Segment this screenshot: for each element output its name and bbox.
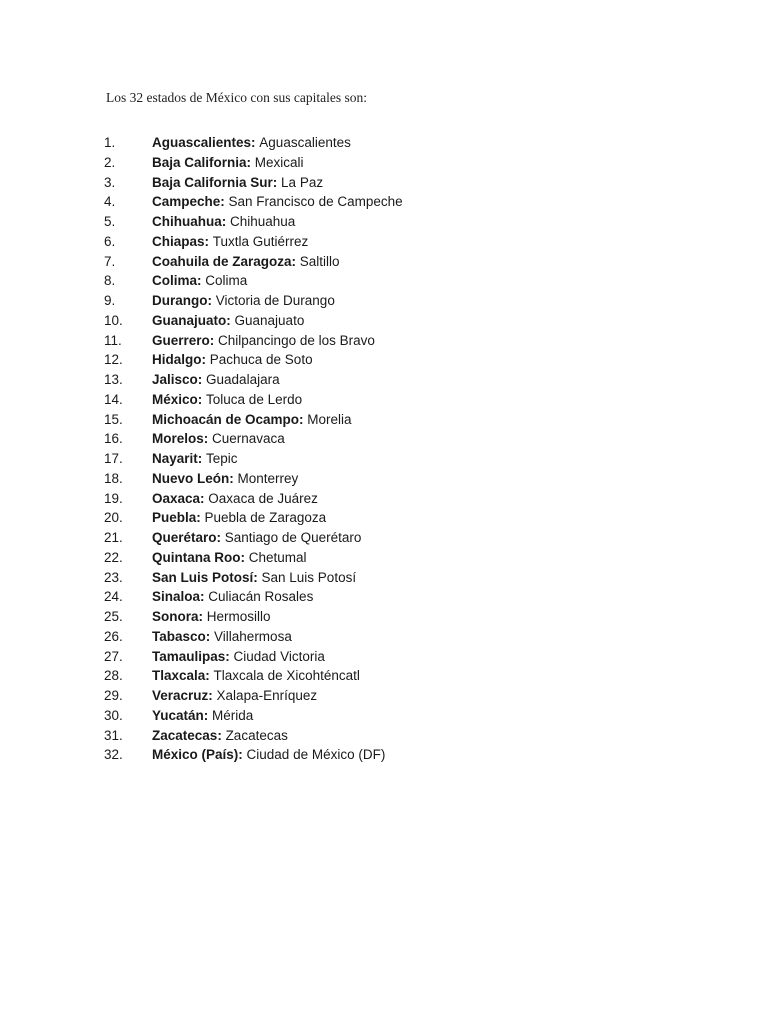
capital-name: Guadalajara (206, 372, 280, 387)
state-name: Tamaulipas (152, 648, 226, 664)
separator: : (209, 332, 219, 348)
list-item (0, 271, 768, 291)
list-item (0, 311, 768, 331)
state-name: Puebla (152, 510, 197, 526)
item-number: 20. (104, 510, 123, 526)
state-name: Zacatecas (152, 727, 218, 743)
separator: : (220, 194, 229, 210)
state-name: Jalisco (152, 372, 198, 387)
capital-name: Santiago de Querétaro (224, 530, 362, 545)
state-name: Coahuila de Zaragoza (152, 253, 292, 269)
list-item (0, 350, 768, 370)
item-number: 15. (104, 411, 123, 427)
item-number: 17. (104, 451, 123, 466)
item-number: 23. (104, 569, 123, 585)
states-list (0, 133, 768, 765)
state-name: Querétaro (152, 530, 217, 545)
list-item (0, 587, 768, 607)
item-entry (152, 647, 325, 667)
capital-name: Hermosillo (206, 609, 271, 624)
capital-name: Culiacán Rosales (208, 589, 314, 605)
separator: : (205, 628, 215, 644)
state-name: México (País) (152, 747, 239, 763)
capital-name: Monterrey (237, 470, 299, 486)
list-item (0, 686, 768, 706)
item-entry (152, 232, 308, 252)
list-item (0, 508, 768, 528)
item-entry (152, 429, 285, 449)
state-name: San Luis Potosí (152, 569, 254, 585)
separator: : (221, 214, 230, 229)
separator: : (217, 727, 226, 743)
separator: : (203, 707, 213, 723)
item-number: 31. (104, 727, 123, 743)
item-number: 28. (104, 668, 123, 684)
item-number: 29. (104, 688, 123, 703)
list-item (0, 153, 768, 173)
capital-name: Tepic (206, 451, 238, 466)
list-item (0, 627, 768, 647)
item-entry (152, 607, 271, 627)
list-item (0, 449, 768, 469)
list-item (0, 133, 768, 153)
item-number: 1. (104, 135, 116, 150)
separator: : (197, 273, 206, 289)
state-name: Chiapas (152, 233, 205, 249)
separator: : (197, 391, 207, 407)
item-number: 6. (104, 233, 116, 249)
capital-name: Aguascalientes (259, 135, 351, 150)
state-name: México (152, 391, 198, 407)
item-number: 25. (104, 609, 123, 624)
capital-name: La Paz (281, 174, 324, 190)
separator: : (253, 569, 262, 585)
separator: : (196, 510, 205, 526)
separator: : (240, 549, 249, 565)
capital-name: Oaxaca de Juárez (208, 490, 318, 506)
item-entry (152, 627, 292, 647)
separator: : (197, 451, 207, 466)
list-item (0, 410, 768, 430)
separator: : (208, 688, 217, 703)
item-entry (152, 686, 317, 706)
capital-name: Mexicali (254, 154, 304, 170)
item-entry (152, 390, 302, 410)
intro-text: Los 32 estados de México con sus capitales son: (106, 90, 367, 105)
item-entry (152, 726, 288, 746)
separator: : (251, 135, 260, 150)
item-entry (152, 508, 326, 528)
separator: : (205, 668, 214, 684)
list-item (0, 726, 768, 746)
item-number: 9. (104, 293, 116, 308)
capital-name: Villahermosa (214, 628, 292, 644)
list-item (0, 469, 768, 489)
item-entry (152, 331, 375, 351)
state-name: Baja California (152, 154, 247, 170)
separator: : (299, 411, 308, 427)
list-item (0, 745, 768, 765)
list-item (0, 528, 768, 548)
state-name: Guanajuato (152, 312, 227, 328)
item-entry (152, 271, 247, 291)
item-number: 12. (104, 352, 123, 368)
capital-name: Ciudad de México (DF) (246, 747, 386, 763)
item-entry (152, 548, 307, 568)
capital-name: Zacatecas (225, 727, 288, 743)
list-item (0, 568, 768, 588)
separator: : (272, 174, 282, 190)
state-name: Guerrero (152, 332, 210, 348)
list-item (0, 489, 768, 509)
list-item (0, 607, 768, 627)
item-entry (152, 370, 280, 390)
state-name: Sonora (152, 609, 199, 624)
list-item (0, 706, 768, 726)
list-item (0, 429, 768, 449)
item-number: 7. (104, 253, 116, 269)
item-number: 3. (104, 174, 116, 190)
item-number: 5. (104, 214, 116, 229)
item-number: 18. (104, 470, 123, 486)
state-name: Nuevo León (152, 470, 230, 486)
capital-name: Morelia (307, 411, 352, 427)
state-name: Tlaxcala (152, 668, 206, 684)
item-number: 30. (104, 707, 123, 723)
capital-name: San Luis Potosí (261, 569, 357, 585)
capital-name: Pachuca de Soto (209, 352, 313, 368)
item-number: 26. (104, 628, 123, 644)
state-name: Chihuahua (152, 214, 222, 229)
state-name: Baja California Sur (152, 174, 273, 190)
item-number: 10. (104, 312, 123, 328)
state-name: Tabasco (152, 628, 206, 644)
item-entry (152, 350, 313, 370)
item-number: 27. (104, 648, 123, 664)
item-entry (152, 568, 356, 588)
list-item (0, 548, 768, 568)
state-name: Colima (152, 273, 198, 289)
item-number: 11. (104, 332, 122, 348)
list-item (0, 390, 768, 410)
capital-name: Xalapa-Enríquez (216, 688, 318, 703)
capital-name: Puebla de Zaragoza (204, 510, 327, 526)
item-entry (152, 528, 361, 548)
item-number: 2. (104, 154, 116, 170)
separator: : (229, 470, 238, 486)
list-item (0, 173, 768, 193)
item-number: 8. (104, 273, 116, 289)
state-name: Campeche (152, 194, 221, 210)
capital-name: Cuernavaca (212, 431, 285, 447)
capital-name: Saltillo (299, 253, 340, 269)
capital-name: San Francisco de Campeche (228, 194, 403, 210)
item-number: 24. (104, 589, 123, 605)
capital-name: Ciudad Victoria (233, 648, 325, 664)
item-entry (152, 469, 298, 489)
item-number: 32. (104, 747, 123, 763)
item-entry (152, 212, 295, 232)
capital-name: Colima (205, 273, 248, 289)
item-number: 19. (104, 490, 123, 506)
list-item (0, 291, 768, 311)
separator: : (225, 648, 234, 664)
state-name: Nayarit (152, 451, 198, 466)
item-entry (152, 666, 360, 686)
capital-name: Victoria de Durango (215, 293, 335, 308)
separator: : (198, 609, 207, 624)
item-entry (152, 291, 335, 311)
separator: : (216, 530, 225, 545)
state-name: Aguascalientes (152, 135, 252, 150)
item-entry (152, 489, 318, 509)
item-entry (152, 192, 403, 212)
item-entry (152, 153, 304, 173)
capital-name: Mérida (212, 707, 254, 723)
separator: : (246, 154, 255, 170)
list-item (0, 232, 768, 252)
capital-name: Chihuahua (230, 214, 296, 229)
item-entry (152, 706, 253, 726)
state-name: Hidalgo (152, 352, 202, 368)
state-name: Sinaloa (152, 589, 201, 605)
list-item (0, 647, 768, 667)
capital-name: Guanajuato (234, 312, 305, 328)
list-item (0, 192, 768, 212)
item-number: 4. (104, 194, 116, 210)
separator: : (201, 352, 210, 368)
item-entry (152, 745, 385, 765)
state-name: Quintana Roo (152, 549, 241, 565)
separator: : (200, 490, 209, 506)
item-entry (152, 133, 351, 153)
state-name: Veracruz (152, 688, 209, 703)
item-entry (152, 252, 340, 272)
capital-name: Chetumal (248, 549, 307, 565)
item-entry (152, 410, 352, 430)
separator: : (203, 431, 213, 447)
separator: : (204, 233, 213, 249)
item-entry (152, 449, 238, 469)
item-entry (152, 173, 323, 193)
separator: : (207, 293, 216, 308)
capital-name: Tuxtla Gutiérrez (212, 233, 309, 249)
state-name: Durango (152, 293, 208, 308)
list-item (0, 666, 768, 686)
separator: : (226, 312, 235, 328)
state-name: Michoacán de Ocampo (152, 411, 300, 427)
capital-name: Tlaxcala de Xicohténcatl (213, 668, 360, 684)
separator: : (197, 372, 207, 387)
item-entry (152, 587, 313, 607)
separator: : (238, 747, 247, 763)
separator: : (200, 589, 209, 605)
list-item (0, 370, 768, 390)
state-name: Oaxaca (152, 490, 201, 506)
separator: : (291, 253, 300, 269)
list-item (0, 331, 768, 351)
state-name: Morelos (152, 431, 204, 447)
item-number: 13. (104, 372, 123, 387)
list-item (0, 252, 768, 272)
item-number: 16. (104, 431, 123, 447)
capital-name: Toluca de Lerdo (206, 391, 303, 407)
state-name: Yucatán (152, 707, 204, 723)
list-item (0, 212, 768, 232)
capital-name: Chilpancingo de los Bravo (218, 332, 375, 348)
item-entry (152, 311, 304, 331)
item-number: 21. (104, 530, 123, 545)
item-number: 22. (104, 549, 123, 565)
item-number: 14. (104, 391, 123, 407)
